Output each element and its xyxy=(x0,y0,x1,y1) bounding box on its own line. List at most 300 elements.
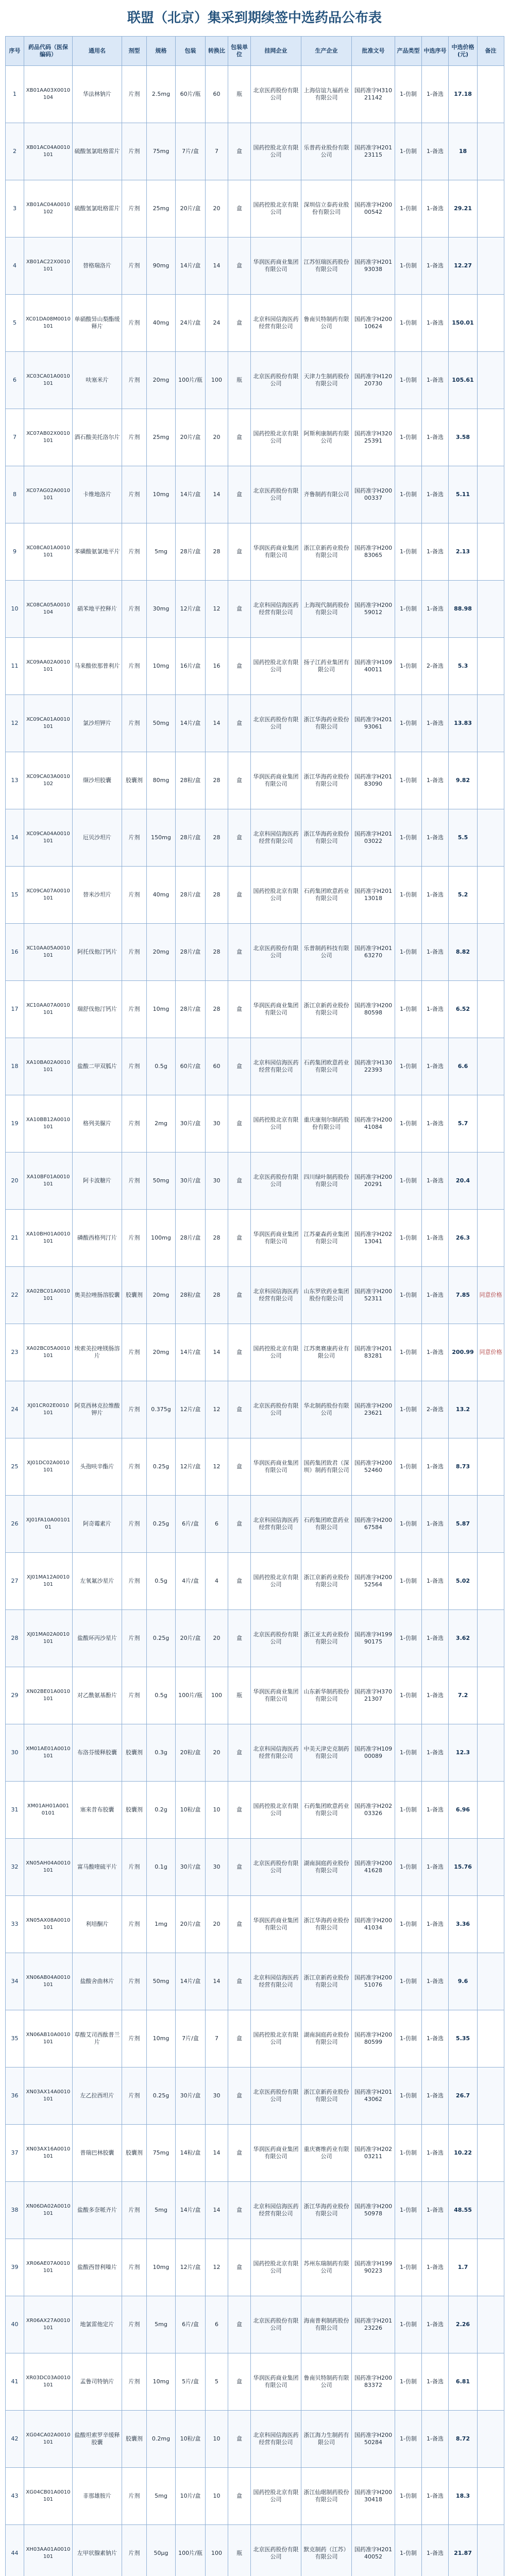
distributor-cell: 国药控股北京有限公司 xyxy=(251,123,301,180)
dosage-form-cell: 片剂 xyxy=(122,2468,147,2525)
distributor-cell: 国药控股北京有限公司 xyxy=(251,1324,301,1381)
manufacturer-cell: 扬子江药业集团有限公司 xyxy=(301,638,352,695)
approval-number-cell: 国药准字H32025391 xyxy=(352,409,395,466)
column-header: 转换比 xyxy=(206,37,228,66)
package-unit-cell: 瓶 xyxy=(228,66,251,123)
remark-cell xyxy=(478,809,504,867)
product-type-cell: 1-仿制 xyxy=(395,2067,422,2125)
remark-cell xyxy=(478,1496,504,1553)
manufacturer-cell: 重庆赛维药业有限公司 xyxy=(301,2125,352,2182)
dosage-form-cell: 片剂 xyxy=(122,2239,147,2296)
package-cell: 7片/盒 xyxy=(176,123,206,180)
conversion-ratio-cell: 20 xyxy=(206,1896,228,1953)
dosage-form-cell: 胶囊剂 xyxy=(122,1724,147,1782)
conversion-ratio-cell: 20 xyxy=(206,409,228,466)
distributor-cell: 北京医药股份有限公司 xyxy=(251,2067,301,2125)
row-number-cell: 21 xyxy=(6,1210,24,1267)
manufacturer-cell: 石药集团欧意药业有限公司 xyxy=(301,1038,352,1095)
table-row xyxy=(6,924,504,981)
package-unit-cell: 盒 xyxy=(228,1267,251,1324)
table-row xyxy=(6,66,504,123)
manufacturer-cell: 四川绿叶制药股份有限公司 xyxy=(301,1153,352,1210)
approval-number-cell: 国药准字H20113018 xyxy=(352,867,395,924)
selection-rank-cell: 1-备选 xyxy=(422,1324,449,1381)
distributor-cell: 北京医药股份有限公司 xyxy=(251,66,301,123)
remark-cell xyxy=(478,2296,504,2353)
row-number-cell: 30 xyxy=(6,1724,24,1782)
drug-name-cell: 马来酸依那普利片 xyxy=(73,638,122,695)
row-number-cell: 22 xyxy=(6,1267,24,1324)
specification-cell: 10mg xyxy=(147,2353,176,2411)
package-cell: 30片/盒 xyxy=(176,1153,206,1210)
manufacturer-cell: 江苏奥赛康药业有限公司 xyxy=(301,1324,352,1381)
conversion-ratio-cell: 12 xyxy=(206,581,228,638)
dosage-form-cell: 片剂 xyxy=(122,1038,147,1095)
row-number-cell: 3 xyxy=(6,180,24,238)
dosage-form-cell: 片剂 xyxy=(122,1839,147,1896)
package-cell: 16片/盒 xyxy=(176,638,206,695)
table-row xyxy=(6,638,504,695)
manufacturer-cell: 山东新华制药股份有限公司 xyxy=(301,1667,352,1724)
package-unit-cell: 盒 xyxy=(228,2182,251,2239)
package-cell: 6片/盒 xyxy=(176,1496,206,1553)
remark-cell: 同意价格 xyxy=(478,1324,504,1381)
conversion-ratio-cell: 100 xyxy=(206,352,228,409)
price-cell: 6.81 xyxy=(449,2353,478,2411)
approval-number-cell: 国药准字H13022393 xyxy=(352,1038,395,1095)
price-cell: 29.21 xyxy=(449,180,478,238)
approval-number-cell: 国药准字H19990175 xyxy=(352,1610,395,1667)
product-type-cell: 1-仿制 xyxy=(395,2239,422,2296)
table-row xyxy=(6,1496,504,1553)
drug-name-cell: 利培酮片 xyxy=(73,1896,122,1953)
product-type-cell: 1-仿制 xyxy=(395,123,422,180)
conversion-ratio-cell: 100 xyxy=(206,2525,228,2576)
conversion-ratio-cell: 7 xyxy=(206,123,228,180)
row-number-cell: 44 xyxy=(6,2525,24,2576)
conversion-ratio-cell: 5 xyxy=(206,2353,228,2411)
distributor-cell: 北京科园信海医药经营有限公司 xyxy=(251,1953,301,2010)
manufacturer-cell: 浙江京新药业股份有限公司 xyxy=(301,2067,352,2125)
manufacturer-cell: 江苏恒瑞医药股份有限公司 xyxy=(301,238,352,295)
conversion-ratio-cell: 14 xyxy=(206,2125,228,2182)
package-cell: 12片/盒 xyxy=(176,2239,206,2296)
row-number-cell: 40 xyxy=(6,2296,24,2353)
distributor-cell: 国药控股北京有限公司 xyxy=(251,867,301,924)
conversion-ratio-cell: 6 xyxy=(206,1496,228,1553)
package-cell: 28粒/盒 xyxy=(176,1267,206,1324)
drug-code-cell: XN06DA02A0010101 xyxy=(24,2182,73,2239)
price-cell: 13.83 xyxy=(449,695,478,752)
product-type-cell: 1-仿制 xyxy=(395,1210,422,1267)
manufacturer-cell: 深圳信立泰药业股份有限公司 xyxy=(301,180,352,238)
table-row xyxy=(6,1210,504,1267)
selection-rank-cell: 1-备选 xyxy=(422,466,449,523)
distributor-cell: 国药控股北京有限公司 xyxy=(251,2468,301,2525)
approval-number-cell: 国药准字H20143062 xyxy=(352,2067,395,2125)
price-cell: 88.98 xyxy=(449,581,478,638)
specification-cell: 10mg xyxy=(147,981,176,1038)
drug-code-cell: XN05AH04A0010101 xyxy=(24,1839,73,1896)
row-number-cell: 10 xyxy=(6,581,24,638)
product-type-cell: 1-仿制 xyxy=(395,1839,422,1896)
table-row xyxy=(6,2239,504,2296)
package-cell: 14片/盒 xyxy=(176,2182,206,2239)
package-cell: 28片/盒 xyxy=(176,1210,206,1267)
table-row xyxy=(6,695,504,752)
dosage-form-cell: 片剂 xyxy=(122,409,147,466)
drug-code-cell: XC09CA04A0010101 xyxy=(24,809,73,867)
drug-code-cell: XA10BF01A0010101 xyxy=(24,1153,73,1210)
remark-cell xyxy=(478,1839,504,1896)
price-cell: 12.3 xyxy=(449,1724,478,1782)
product-type-cell: 1-仿制 xyxy=(395,1267,422,1324)
package-cell: 100片/瓶 xyxy=(176,352,206,409)
distributor-cell: 华润医药商业集团有限公司 xyxy=(251,2125,301,2182)
drug-code-cell: XC09CA03A0010102 xyxy=(24,752,73,809)
price-cell: 5.02 xyxy=(449,1553,478,1610)
selection-rank-cell: 1-备选 xyxy=(422,1667,449,1724)
table-row xyxy=(6,752,504,809)
specification-cell: 150mg xyxy=(147,809,176,867)
row-number-cell: 5 xyxy=(6,295,24,352)
package-unit-cell: 盒 xyxy=(228,409,251,466)
package-cell: 20片/盒 xyxy=(176,1896,206,1953)
specification-cell: 1mg xyxy=(147,1896,176,1953)
package-unit-cell: 盒 xyxy=(228,1953,251,2010)
package-cell: 60片/盒 xyxy=(176,1038,206,1095)
dosage-form-cell: 片剂 xyxy=(122,981,147,1038)
column-header: 药品代码（医保编码） xyxy=(24,37,73,66)
table-row xyxy=(6,1324,504,1381)
table-row xyxy=(6,809,504,867)
drug-code-cell: XB01AC04A0010102 xyxy=(24,180,73,238)
dosage-form-cell: 片剂 xyxy=(122,1210,147,1267)
row-number-cell: 4 xyxy=(6,238,24,295)
package-unit-cell: 盒 xyxy=(228,1896,251,1953)
price-cell: 150.01 xyxy=(449,295,478,352)
document-title: 联盟（北京）集采到期续签中选药品公布表 xyxy=(127,10,382,26)
selection-rank-cell: 1-备选 xyxy=(422,1839,449,1896)
drug-code-cell: XC10AA07A0010101 xyxy=(24,981,73,1038)
price-cell: 26.7 xyxy=(449,2067,478,2125)
drug-name-cell: 对乙酰氨基酚片 xyxy=(73,1667,122,1724)
price-cell: 7.2 xyxy=(449,1667,478,1724)
approval-number-cell: 国药准字H20059012 xyxy=(352,581,395,638)
specification-cell: 25mg xyxy=(147,409,176,466)
product-type-cell: 1-仿制 xyxy=(395,1496,422,1553)
manufacturer-cell: 石药集团欧意药业有限公司 xyxy=(301,1782,352,1839)
product-type-cell: 1-仿制 xyxy=(395,66,422,123)
drug-code-cell: XN03AX14A0010101 xyxy=(24,2067,73,2125)
remark-cell xyxy=(478,238,504,295)
approval-number-cell: 国药准字H20052460 xyxy=(352,1438,395,1496)
price-cell: 2.26 xyxy=(449,2296,478,2353)
approval-number-cell: 国药准字H20030418 xyxy=(352,2468,395,2525)
distributor-cell: 国药控股北京有限公司 xyxy=(251,1782,301,1839)
dosage-form-cell: 片剂 xyxy=(122,1095,147,1153)
selection-rank-cell: 1-备选 xyxy=(422,2182,449,2239)
conversion-ratio-cell: 30 xyxy=(206,2067,228,2125)
approval-number-cell: 国药准字H20183090 xyxy=(352,752,395,809)
package-cell: 100片/瓶 xyxy=(176,2525,206,2576)
manufacturer-cell: 中美天津史克制药有限公司 xyxy=(301,1724,352,1782)
price-cell: 6.52 xyxy=(449,981,478,1038)
dosage-form-cell: 片剂 xyxy=(122,66,147,123)
drug-name-cell: 替格瑞洛片 xyxy=(73,238,122,295)
dosage-form-cell: 片剂 xyxy=(122,238,147,295)
table-row xyxy=(6,1953,504,2010)
dosage-form-cell: 片剂 xyxy=(122,2525,147,2576)
approval-number-cell: 国药准字H10900089 xyxy=(352,1724,395,1782)
table-body xyxy=(6,66,504,2576)
selection-rank-cell: 1-备选 xyxy=(422,752,449,809)
table-row xyxy=(6,1381,504,1438)
specification-cell: 90mg xyxy=(147,238,176,295)
conversion-ratio-cell: 12 xyxy=(206,1438,228,1496)
product-type-cell: 1-仿制 xyxy=(395,238,422,295)
specification-cell: 0.3g xyxy=(147,1724,176,1782)
remark-cell xyxy=(478,981,504,1038)
table-row xyxy=(6,295,504,352)
drug-name-cell: 硫酸氢氯吡格雷片 xyxy=(73,123,122,180)
distributor-cell: 北京科园信海医药经营有限公司 xyxy=(251,295,301,352)
manufacturer-cell: 天津力生制药股份有限公司 xyxy=(301,352,352,409)
specification-cell: 40mg xyxy=(147,295,176,352)
price-cell: 15.76 xyxy=(449,1839,478,1896)
drug-table xyxy=(5,36,504,2576)
manufacturer-cell: 上海信谊九福药业有限公司 xyxy=(301,66,352,123)
selection-rank-cell: 1-备选 xyxy=(422,1724,449,1782)
package-unit-cell: 盒 xyxy=(228,1210,251,1267)
approval-number-cell: 国药准字H20041084 xyxy=(352,1095,395,1153)
drug-name-cell: 氯沙坦钾片 xyxy=(73,695,122,752)
conversion-ratio-cell: 20 xyxy=(206,1610,228,1667)
approval-number-cell: 国药准字H37021307 xyxy=(352,1667,395,1724)
package-unit-cell: 盒 xyxy=(228,1324,251,1381)
approval-number-cell: 国药准字H20020291 xyxy=(352,1153,395,1210)
package-cell: 12片/盒 xyxy=(176,1438,206,1496)
product-type-cell: 1-仿制 xyxy=(395,1038,422,1095)
drug-code-cell: XA10BA02A0010101 xyxy=(24,1038,73,1095)
approval-number-cell: 国药准字H20193038 xyxy=(352,238,395,295)
remark-cell xyxy=(478,2411,504,2468)
conversion-ratio-cell: 14 xyxy=(206,1324,228,1381)
package-unit-cell: 盒 xyxy=(228,2353,251,2411)
selection-rank-cell: 1-备选 xyxy=(422,180,449,238)
distributor-cell: 北京医药股份有限公司 xyxy=(251,1839,301,1896)
specification-cell: 40mg xyxy=(147,867,176,924)
distributor-cell: 北京医药股份有限公司 xyxy=(251,1153,301,1210)
manufacturer-cell: 浙江华海药业股份有限公司 xyxy=(301,752,352,809)
package-cell: 20片/盒 xyxy=(176,409,206,466)
drug-name-cell: 地氯雷他定片 xyxy=(73,2296,122,2353)
dosage-form-cell: 片剂 xyxy=(122,1381,147,1438)
price-cell: 48.55 xyxy=(449,2182,478,2239)
remark-cell xyxy=(478,2468,504,2525)
manufacturer-cell: 山东罗欣药业集团股份有限公司 xyxy=(301,1267,352,1324)
dosage-form-cell: 片剂 xyxy=(122,2067,147,2125)
package-cell: 20片/盒 xyxy=(176,180,206,238)
specification-cell: 0.25g xyxy=(147,2067,176,2125)
drug-name-cell: 阿莫西林克拉维酸钾片 xyxy=(73,1381,122,1438)
remark-cell xyxy=(478,1782,504,1839)
package-unit-cell: 盒 xyxy=(228,2067,251,2125)
package-unit-cell: 盒 xyxy=(228,123,251,180)
row-number-cell: 14 xyxy=(6,809,24,867)
column-header: 包装单位 xyxy=(228,37,251,66)
package-cell: 30片/盒 xyxy=(176,1095,206,1153)
conversion-ratio-cell: 28 xyxy=(206,1210,228,1267)
drug-code-cell: XB01AC04A0010101 xyxy=(24,123,73,180)
specification-cell: 50μg xyxy=(147,2525,176,2576)
conversion-ratio-cell: 28 xyxy=(206,981,228,1038)
row-number-cell: 12 xyxy=(6,695,24,752)
remark-cell xyxy=(478,2067,504,2125)
selection-rank-cell: 1-备选 xyxy=(422,1553,449,1610)
product-type-cell: 1-仿制 xyxy=(395,409,422,466)
row-number-cell: 39 xyxy=(6,2239,24,2296)
drug-name-cell: 硝苯地平控释片 xyxy=(73,581,122,638)
selection-rank-cell: 1-备选 xyxy=(422,1153,449,1210)
package-cell: 12片/盒 xyxy=(176,1381,206,1438)
drug-code-cell: XJ01MA12A0010101 xyxy=(24,1553,73,1610)
remark-cell xyxy=(478,2182,504,2239)
conversion-ratio-cell: 20 xyxy=(206,180,228,238)
package-cell: 14粒/盒 xyxy=(176,2125,206,2182)
product-type-cell: 1-仿制 xyxy=(395,1896,422,1953)
remark-cell xyxy=(478,180,504,238)
drug-name-cell: 酒石酸美托洛尔片 xyxy=(73,409,122,466)
package-unit-cell: 盒 xyxy=(228,2239,251,2296)
package-unit-cell: 瓶 xyxy=(228,1667,251,1724)
price-cell: 3.62 xyxy=(449,1610,478,1667)
dosage-form-cell: 片剂 xyxy=(122,1953,147,2010)
dosage-form-cell: 片剂 xyxy=(122,1153,147,1210)
selection-rank-cell: 1-备选 xyxy=(422,1782,449,1839)
package-cell: 20片/盒 xyxy=(176,1610,206,1667)
remark-cell xyxy=(478,638,504,695)
remark-cell xyxy=(478,1438,504,1496)
selection-rank-cell: 1-备选 xyxy=(422,2411,449,2468)
product-type-cell: 1-仿制 xyxy=(395,1724,422,1782)
drug-name-cell: 磷酸西格列汀片 xyxy=(73,1210,122,1267)
conversion-ratio-cell: 28 xyxy=(206,924,228,981)
product-type-cell: 1-仿制 xyxy=(395,2010,422,2067)
row-number-cell: 31 xyxy=(6,1782,24,1839)
package-unit-cell: 盒 xyxy=(228,867,251,924)
remark-cell xyxy=(478,295,504,352)
drug-name-cell: 盐酸坦索罗辛缓释胶囊 xyxy=(73,2411,122,2468)
dosage-form-cell: 片剂 xyxy=(122,180,147,238)
remark-cell xyxy=(478,2010,504,2067)
drug-code-cell: XG04CA02A0010101 xyxy=(24,2411,73,2468)
row-number-cell: 13 xyxy=(6,752,24,809)
row-number-cell: 1 xyxy=(6,66,24,123)
conversion-ratio-cell: 30 xyxy=(206,1153,228,1210)
dosage-form-cell: 片剂 xyxy=(122,1896,147,1953)
dosage-form-cell: 片剂 xyxy=(122,1553,147,1610)
remark-cell: 同意价格 xyxy=(478,1267,504,1324)
distributor-cell: 北京医药股份有限公司 xyxy=(251,2296,301,2353)
product-type-cell: 1-仿制 xyxy=(395,1953,422,2010)
remark-cell xyxy=(478,523,504,581)
conversion-ratio-cell: 16 xyxy=(206,638,228,695)
approval-number-cell: 国药准字H20080598 xyxy=(352,981,395,1038)
table-row xyxy=(6,352,504,409)
conversion-ratio-cell: 12 xyxy=(206,1381,228,1438)
column-header: 包装 xyxy=(176,37,206,66)
dosage-form-cell: 片剂 xyxy=(122,2296,147,2353)
conversion-ratio-cell: 28 xyxy=(206,867,228,924)
approval-number-cell: 国药准字H20123115 xyxy=(352,123,395,180)
remark-cell xyxy=(478,1953,504,2010)
approval-number-cell: 国药准字H20000337 xyxy=(352,466,395,523)
drug-code-cell: XR06AX27A0010101 xyxy=(24,2296,73,2353)
approval-number-cell: 国药准字H20000542 xyxy=(352,180,395,238)
row-number-cell: 7 xyxy=(6,409,24,466)
selection-rank-cell: 1-备选 xyxy=(422,867,449,924)
distributor-cell: 北京医药股份有限公司 xyxy=(251,1610,301,1667)
distributor-cell: 华润医药商业集团有限公司 xyxy=(251,1210,301,1267)
drug-name-cell: 盐酸二甲双胍片 xyxy=(73,1038,122,1095)
conversion-ratio-cell: 60 xyxy=(206,66,228,123)
conversion-ratio-cell: 14 xyxy=(206,2182,228,2239)
specification-cell: 2.5mg xyxy=(147,66,176,123)
conversion-ratio-cell: 12 xyxy=(206,2239,228,2296)
drug-code-cell: XB01AA03X0010104 xyxy=(24,66,73,123)
drug-name-cell: 头孢呋辛酯片 xyxy=(73,1438,122,1496)
column-header: 中选价格(元) xyxy=(449,37,478,66)
drug-name-cell: 厄贝沙坦片 xyxy=(73,809,122,867)
row-number-cell: 34 xyxy=(6,1953,24,2010)
conversion-ratio-cell: 6 xyxy=(206,2296,228,2353)
drug-code-cell: XM01AE01A0010101 xyxy=(24,1724,73,1782)
column-header: 规格 xyxy=(147,37,176,66)
selection-rank-cell: 1-备选 xyxy=(422,2468,449,2525)
drug-name-cell: 富马酸喹硫平片 xyxy=(73,1839,122,1896)
table-row xyxy=(6,2525,504,2576)
dosage-form-cell: 片剂 xyxy=(122,1324,147,1381)
drug-name-cell: 格列美脲片 xyxy=(73,1095,122,1153)
table-row xyxy=(6,238,504,295)
selection-rank-cell: 1-备选 xyxy=(422,409,449,466)
package-unit-cell: 盒 xyxy=(228,2010,251,2067)
package-unit-cell: 盒 xyxy=(228,2411,251,2468)
specification-cell: 25mg xyxy=(147,180,176,238)
manufacturer-cell: 浙江仙琚制药股份有限公司 xyxy=(301,2468,352,2525)
product-type-cell: 1-仿制 xyxy=(395,1381,422,1438)
table-row xyxy=(6,180,504,238)
selection-rank-cell: 1-备选 xyxy=(422,66,449,123)
remark-cell xyxy=(478,1667,504,1724)
drug-code-cell: XC08CA05A0010104 xyxy=(24,581,73,638)
product-type-cell: 1-仿制 xyxy=(395,981,422,1038)
drug-code-cell: XJ01DC02A0010101 xyxy=(24,1438,73,1496)
drug-name-cell: 布洛芬缓释胶囊 xyxy=(73,1724,122,1782)
price-cell: 21.87 xyxy=(449,2525,478,2576)
specification-cell: 30mg xyxy=(147,581,176,638)
table-row xyxy=(6,1153,504,1210)
dosage-form-cell: 片剂 xyxy=(122,924,147,981)
specification-cell: 10mg xyxy=(147,2239,176,2296)
row-number-cell: 9 xyxy=(6,523,24,581)
specification-cell: 10mg xyxy=(147,638,176,695)
selection-rank-cell: 1-备选 xyxy=(422,695,449,752)
drug-code-cell: XC07AG02A0010101 xyxy=(24,466,73,523)
dosage-form-cell: 胶囊剂 xyxy=(122,1267,147,1324)
specification-cell: 5mg xyxy=(147,523,176,581)
